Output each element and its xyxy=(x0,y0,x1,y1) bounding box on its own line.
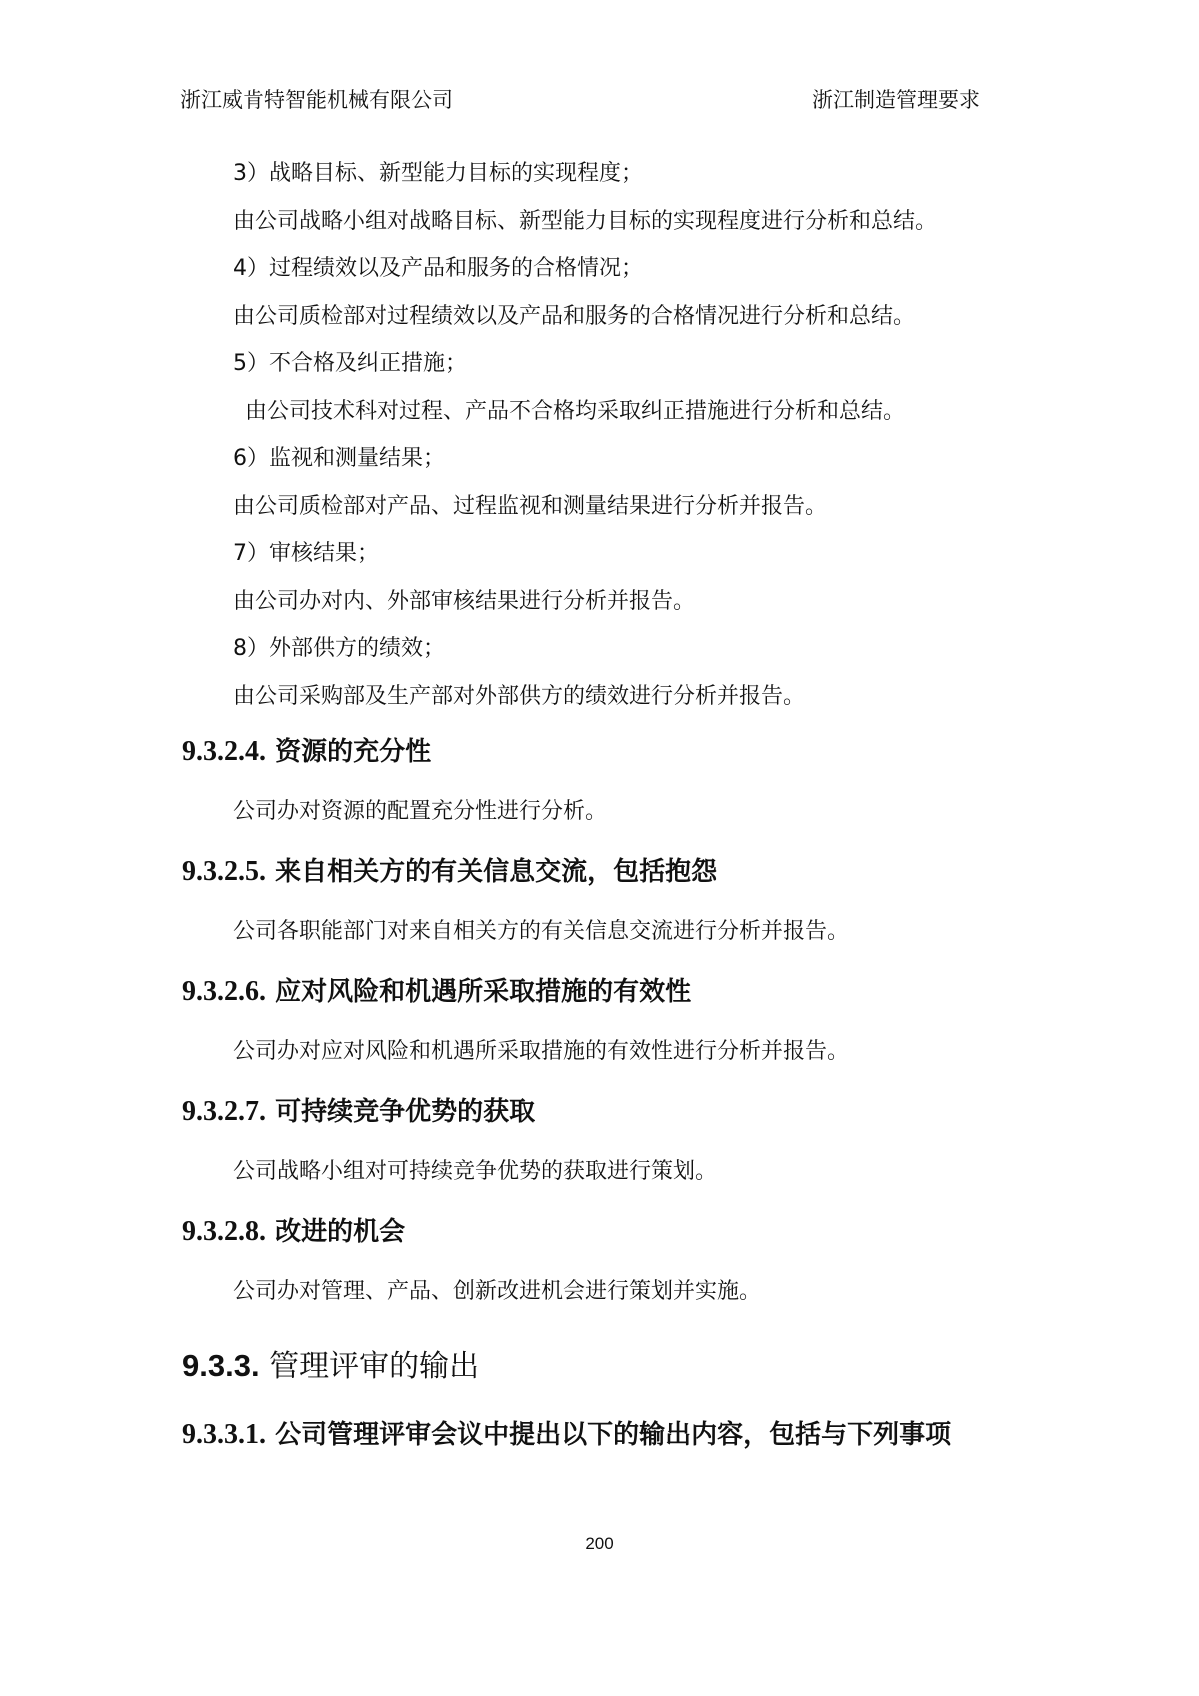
section-title: 公司管理评审会议中提出以下的输出内容，包括与下列事项 xyxy=(275,1420,952,1450)
header-doc-title: 浙江制造管理要求 xyxy=(812,88,980,112)
section-number: 9.3.3.1. xyxy=(182,1419,266,1450)
page-content xyxy=(182,150,1022,1453)
section-title: 改进的机会 xyxy=(275,1217,406,1247)
list-item: 由公司办对内、外部审核结果进行分析并报告。 xyxy=(233,588,696,614)
section-paragraph: 公司办对管理、产品、创新改进机会进行策划并实施。 xyxy=(233,1279,762,1304)
list-item: 4）过程绩效以及产品和服务的合格情况； xyxy=(233,256,643,281)
section-number: 9.3.2.4. xyxy=(182,736,266,767)
list-item: 5）不合格及纠正措施； xyxy=(233,351,467,376)
list-item: 3）战略目标、新型能力目标的实现程度； xyxy=(233,161,643,186)
section-number: 9.3.2.8. xyxy=(182,1216,266,1247)
section-paragraph: 公司办对应对风险和机遇所采取措施的有效性进行分析并报告。 xyxy=(233,1039,850,1064)
list-item: 由公司质检部对产品、过程监视和测量结果进行分析并报告。 xyxy=(233,493,828,519)
section-title: 应对风险和机遇所采取措施的有效性 xyxy=(275,977,692,1007)
section-title: 管理评审的输出 xyxy=(269,1349,480,1384)
section-number: 9.3.2.6. xyxy=(182,976,266,1007)
section-number: 9.3.3. xyxy=(182,1348,260,1383)
section-paragraph: 公司各职能部门对来自相关方的有关信息交流进行分析并报告。 xyxy=(233,919,850,944)
list-item: 由公司战略小组对战略目标、新型能力目标的实现程度进行分析和总结。 xyxy=(233,208,938,234)
list-item: 6）监视和测量结果； xyxy=(233,446,445,471)
list-item: 由公司采购部及生产部对外部供方的绩效进行分析并报告。 xyxy=(233,683,806,709)
section-number: 9.3.2.7. xyxy=(182,1096,266,1127)
list-item: 7）审核结果； xyxy=(233,541,379,566)
section-paragraph: 公司办对资源的配置充分性进行分析。 xyxy=(233,799,608,824)
section-heading-9327 xyxy=(182,1094,1022,1130)
section-title: 资源的充分性 xyxy=(275,737,432,767)
section-paragraph: 公司战略小组对可持续竞争优势的获取进行策划。 xyxy=(233,1159,718,1184)
section-heading-9328 xyxy=(182,1214,1022,1250)
section-heading-9324 xyxy=(182,734,1022,770)
section-title: 来自相关方的有关信息交流，包括抱怨 xyxy=(275,857,718,887)
page-number: 200 xyxy=(585,1534,614,1553)
section-heading-9325 xyxy=(182,854,1022,890)
list-item: 8）外部供方的绩效； xyxy=(233,636,445,661)
section-title: 可持续竞争优势的获取 xyxy=(275,1097,536,1127)
header-company: 浙江威肯特智能机械有限公司 xyxy=(180,88,453,112)
section-heading-933 xyxy=(182,1344,1022,1389)
list-item: 由公司技术科对过程、产品不合格均采取纠正措施进行分析和总结。 xyxy=(245,398,906,424)
section-heading-9331 xyxy=(182,1417,1022,1453)
section-number: 9.3.2.5. xyxy=(182,856,266,887)
list-item: 由公司质检部对过程绩效以及产品和服务的合格情况进行分析和总结。 xyxy=(233,303,916,329)
page-header xyxy=(180,84,980,120)
section-heading-9326 xyxy=(182,974,1022,1010)
